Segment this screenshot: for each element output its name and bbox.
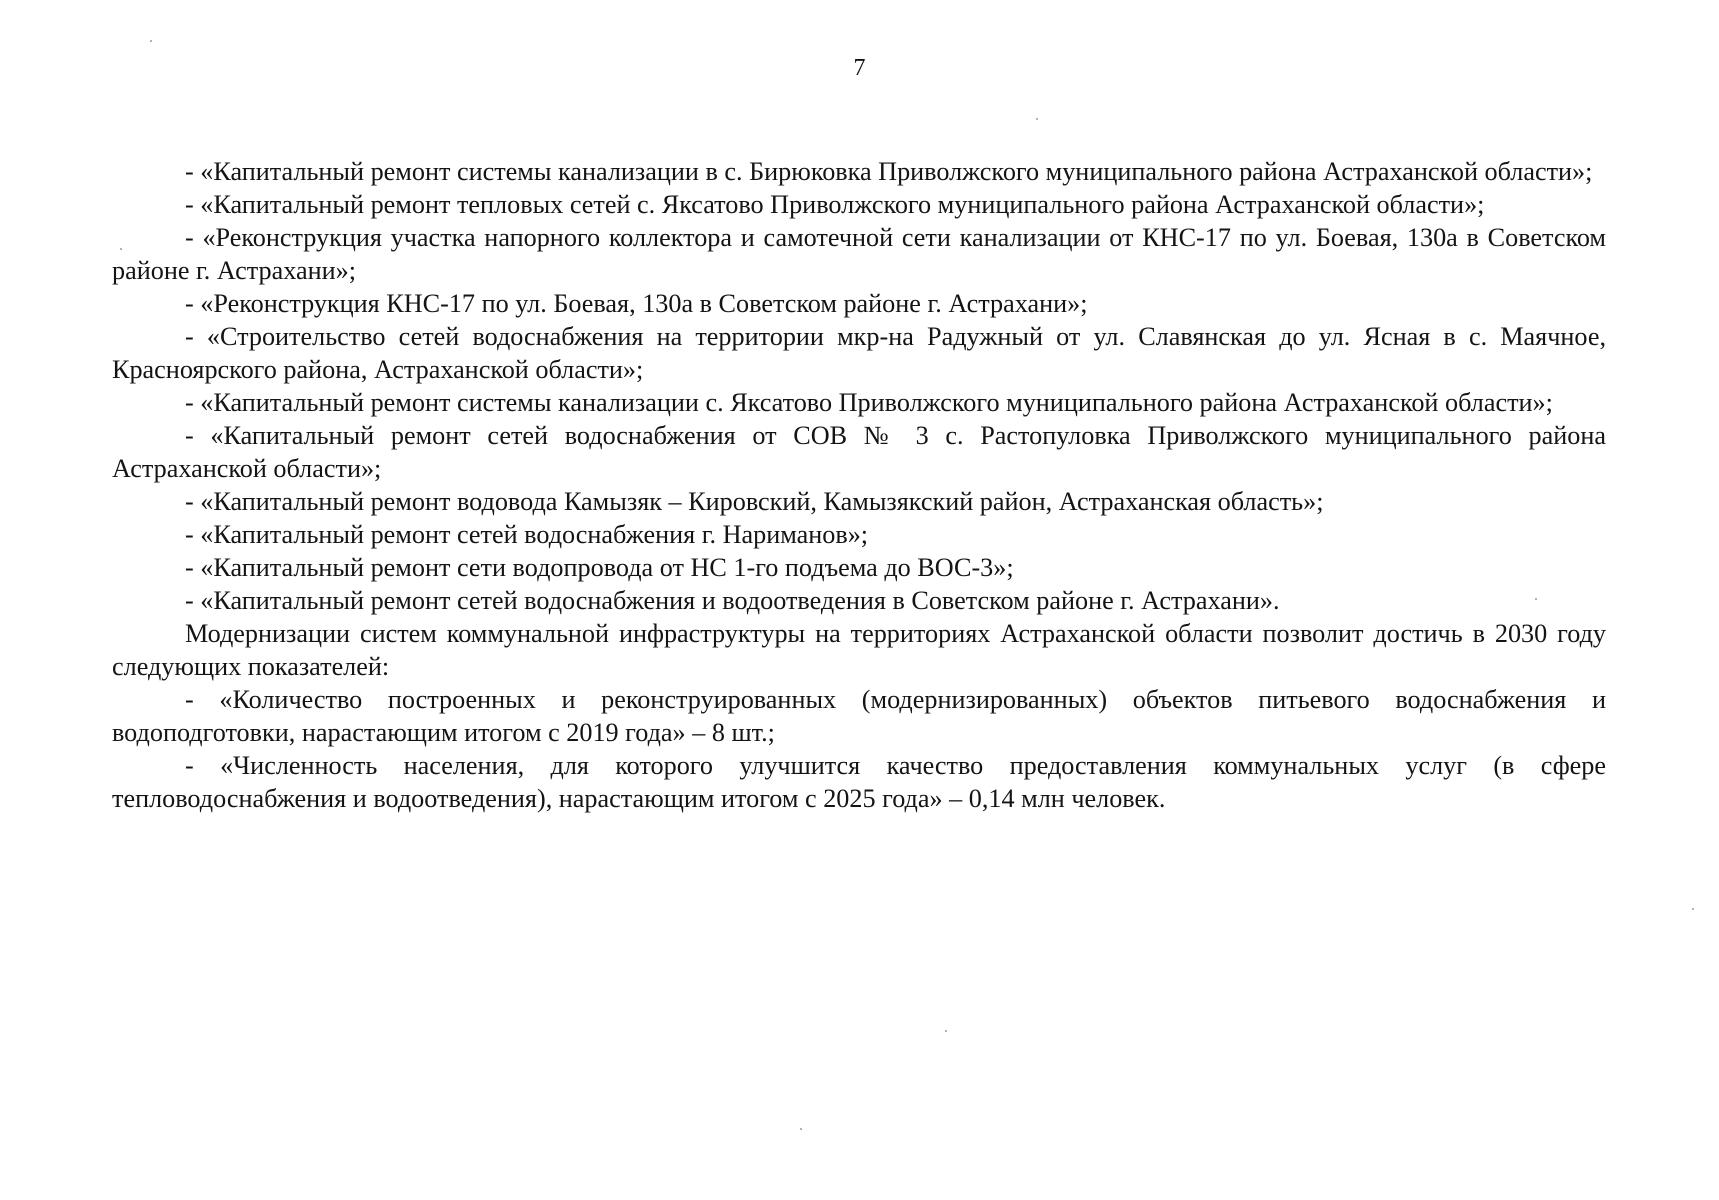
document-body	[112, 155, 1606, 815]
scan-speck	[800, 1128, 802, 1130]
list-item: - «Капитальный ремонт сети водопровода от НС 1-го подъема до ВОС-3»;	[185, 553, 1014, 582]
list-item: - «Капитальный ремонт водовода Камызяк – Кировский, Камызякский район, Астраханская область»;	[185, 487, 1324, 516]
scan-speck	[1692, 908, 1694, 910]
list-item: - «Строительство сетей водоснабжения на территории мкр-на Радужный от ул. Славянская до ул. Ясная в с. Маячное, Красноярского района, Астраханской области»;	[112, 322, 1606, 384]
list-item: - «Капитальный ремонт системы канализации в с. Бирюковка Приволжского муниципального района Астраханской области»;	[185, 157, 1593, 186]
scan-speck	[1535, 598, 1537, 600]
list-item: - «Реконструкция участка напорного коллектора и самотечной сети канализации от КНС-17 по ул. Боевая, 130а в Советском районе г. Астрахани»;	[112, 223, 1606, 285]
list-item: - «Количество построенных и реконструированных (модернизированных) объектов питьевого водоснабжения и водоподготовки, нарастающим итогом с 2019 года» – 8 шт.;	[112, 685, 1606, 747]
body-paragraph: Модернизации систем коммунальной инфраструктуры на территориях Астраханской области позволит достичь в 2030 году следующих показателей:	[112, 619, 1606, 681]
scan-speck	[945, 1030, 947, 1032]
list-item: - «Капитальный ремонт системы канализации с. Яксатово Приволжского муниципального района Астраханской области»;	[185, 388, 1553, 417]
list-item: - «Капитальный ремонт тепловых сетей с. Яксатово Приволжского муниципального района Астраханской области»;	[185, 190, 1485, 219]
list-item: - «Капитальный ремонт сетей водоснабжения от СОВ № 3 с. Растопуловка Приволжского муниципального района Астраханской области»;	[112, 421, 1606, 483]
list-item: - «Реконструкция КНС-17 по ул. Боевая, 130а в Советском районе г. Астрахани»;	[185, 289, 1088, 318]
list-item: - «Капитальный ремонт сетей водоснабжения и водоотведения в Советском районе г. Астрахани».	[185, 586, 1280, 615]
page-number: 7	[853, 55, 866, 81]
scan-speck	[120, 248, 122, 250]
list-item: - «Капитальный ремонт сетей водоснабжения г. Нариманов»;	[185, 520, 869, 549]
scan-speck	[150, 40, 152, 42]
list-item: - «Численность населения, для которого улучшится качество предоставления коммунальных услуг (в сфере тепловодоснабжения и водоотведения), нарастающим итогом с 2025 года» – 0,14 млн человек.	[112, 751, 1606, 813]
scan-speck	[1036, 118, 1038, 120]
